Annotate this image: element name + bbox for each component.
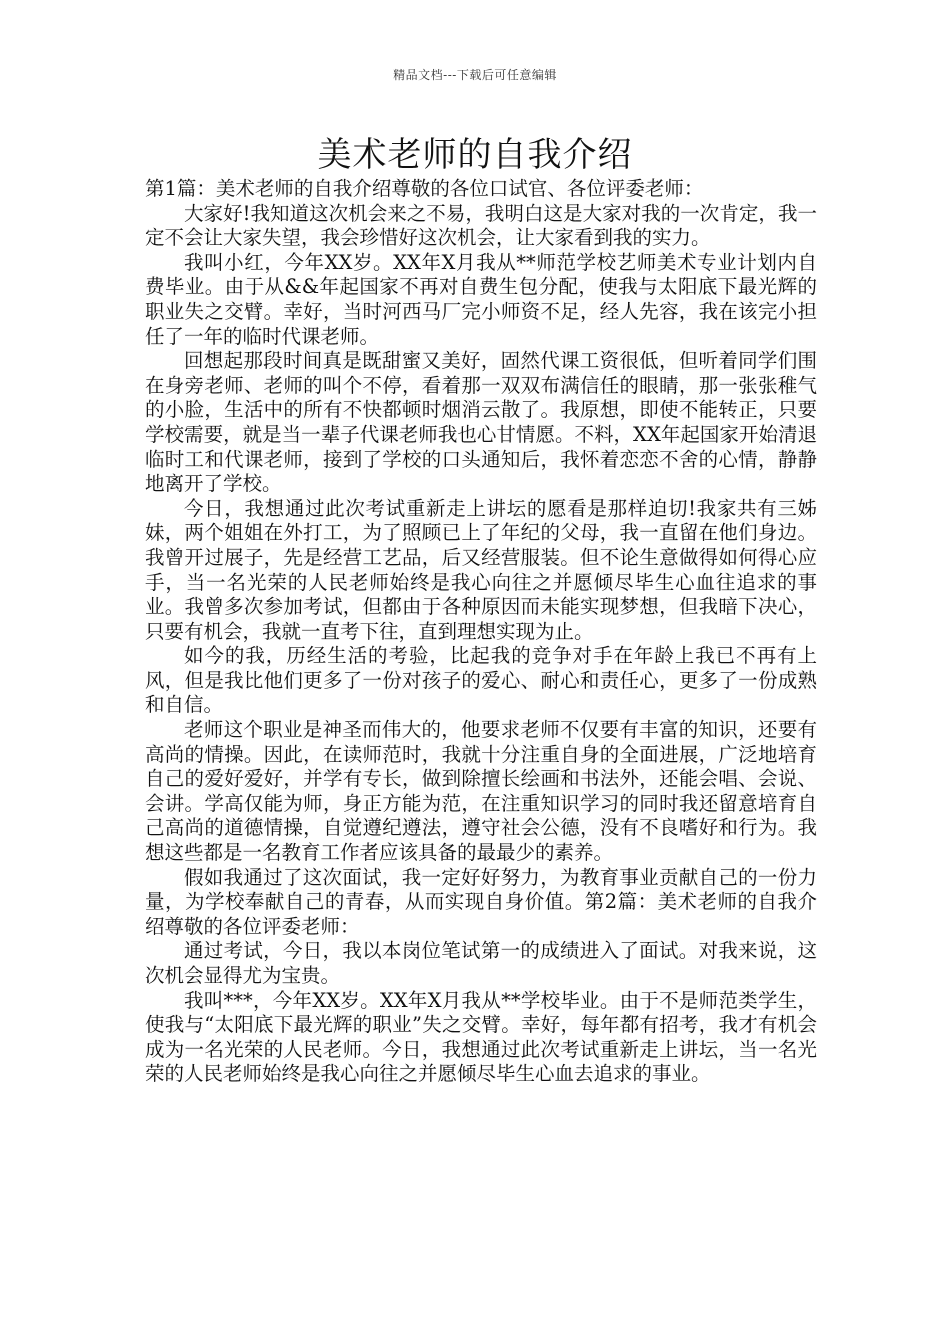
paragraph-3: 我叫小红，今年XX岁。XX年X月我从**师范学校艺师美术专业计划内自费毕业。由于从&&年起国家不再对自费生包分配，使我与太阳底下最光辉的职业失之交臂。幸好，当时河西马厂完小师资不足，经人先容，我在该完小担任了一年的临时代课老师。 xyxy=(145,250,817,348)
document-body xyxy=(145,177,817,1087)
paragraph-6: 如今的我，历经生活的考验，比起我的竞争对手在年龄上我已不再有上风，但是我比他们更多了一份对孩子的爱心、耐心和责任心，更多了一份成熟和自信。 xyxy=(145,644,817,717)
header-note: 精品文档---下载后可任意编辑 xyxy=(393,68,557,82)
paragraph-9: 通过考试，今日，我以本岗位笔试第一的成绩进入了面试。对我来说，这次机会显得尤为宝贵。 xyxy=(145,939,817,987)
paragraph-4: 回想起那段时间真是既甜蜜又美好，固然代课工资很低，但听着同学们围在身旁老师、老师的叫个不停，看着那一双双布满信任的眼睛，那一张张稚气的小脸，生活中的所有不快都顿时烟消云散了。我原想，即使不能转正，只要学校需要，就是当一辈子代课老师我也心甘情愿。不料，XX年起国家开始清退临时工和代课老师，接到了学校的口头通知后，我怀着恋恋不舍的心情，静静地离开了学校。 xyxy=(145,349,817,496)
paragraph-1: 第1篇：美术老师的自我介绍尊敬的各位口试官、各位评委老师： xyxy=(145,177,704,200)
paragraph-5: 今日，我想通过此次考试重新走上讲坛的愿看是那样迫切!我家共有三姊妹，两个姐姐在外打工，为了照顾已上了年纪的父母，我一直留在他们身边。我曾开过展子，先是经营工艺品，后又经营服装。但不论生意做得如何得心应手，当一名光荣的人民老师始终是我心向往之并愿倾尽毕生心血往追求的事业。我曾多次参加考试，但都由于各种原因而未能实现梦想，但我暗下决心，只要有机会，我就一直考下往，直到理想实现为止。 xyxy=(145,496,817,643)
paragraph-7: 老师这个职业是神圣而伟大的，他要求老师不仅要有丰富的知识，还要有高尚的情操。因此，在读师范时，我就十分注重自身的全面进展，广泛地培育自己的爱好爱好，并学有专长，做到除擅长绘画和书法外，还能会唱、会说、会讲。学高仅能为师，身正方能为范，在注重知识学习的同时我还留意培育自己高尚的道德情操，自觉遵纪遵法，遵守社会公德，没有不良嗜好和行为。我想这些都是一名教育工作者应该具备的最最少的素养。 xyxy=(145,718,817,865)
paragraph-8: 假如我通过了这次面试，我一定好好努力，为教育事业贡献自己的一份力量，为学校奉献自己的青春，从而实现自身价值。第2篇：美术老师的自我介绍尊敬的各位评委老师： xyxy=(145,865,817,938)
paragraph-2: 大家好!我知道这次机会来之不易，我明白这是大家对我的一次肯定，我一定不会让大家失望，我会珍惜好这次机会，让大家看到我的实力。 xyxy=(145,201,817,250)
paragraph-10: 我叫***，今年XX岁。XX年X月我从**学校毕业。由于不是师范类学生，使我与“太阳底下最光辉的职业”失之交臂。幸好，每年都有招考，我才有机会成为一名光荣的人民老师。今日，我想通过此次考试重新走上讲坛，当一名光荣的人民老师始终是我心向往之并愿倾尽毕生心血去追求的事业。 xyxy=(145,988,817,1086)
document-title: 美术老师的自我介绍 xyxy=(317,135,633,175)
